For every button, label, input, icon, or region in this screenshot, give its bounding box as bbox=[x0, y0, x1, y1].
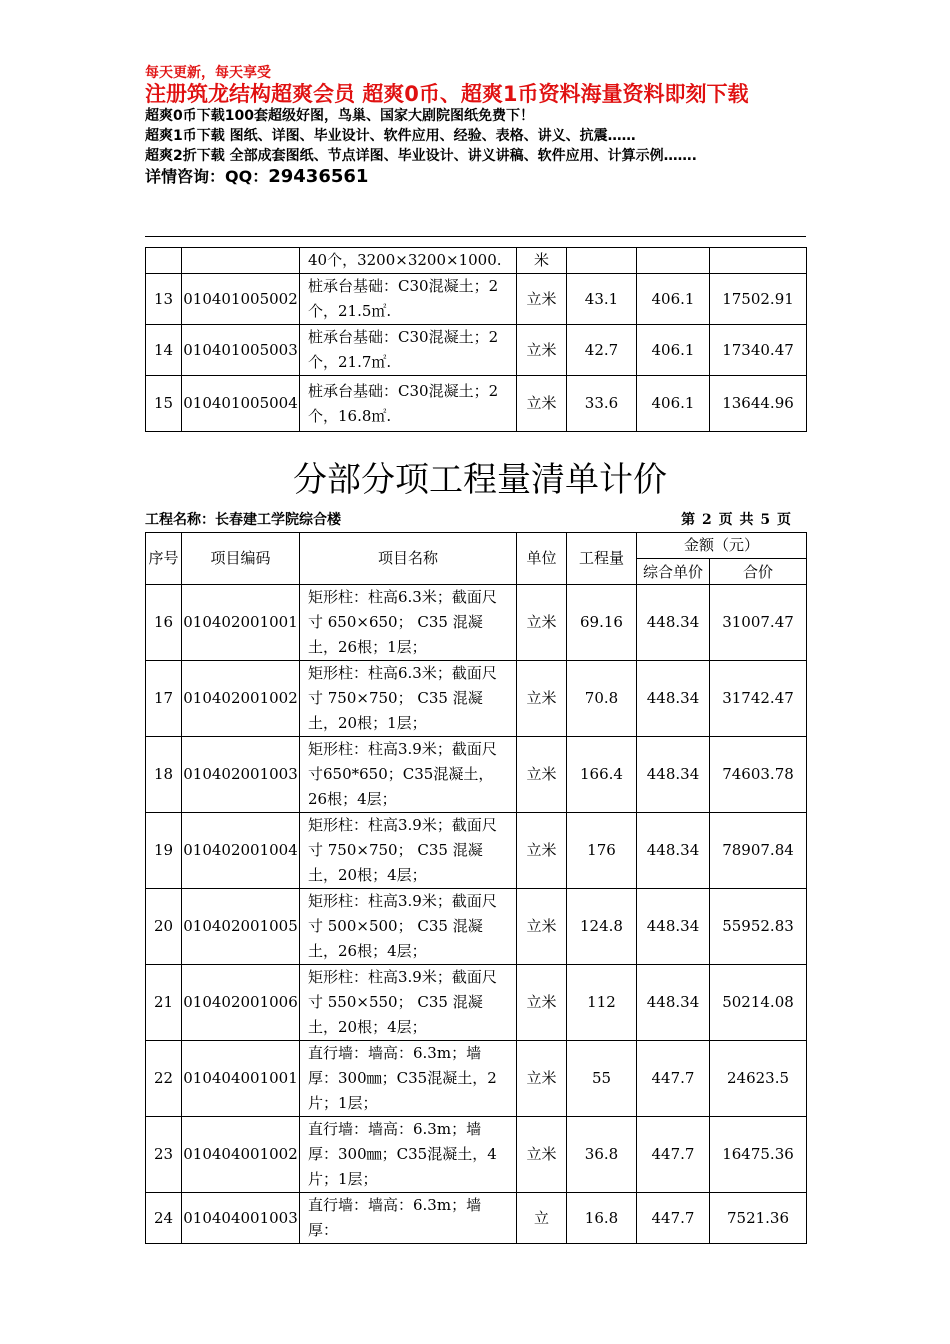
cell-qty: 42.7 bbox=[567, 325, 637, 376]
cell-no: 19 bbox=[146, 813, 182, 889]
cell-qty: 69.16 bbox=[567, 585, 637, 661]
contact-qq: 29436561 bbox=[268, 166, 369, 187]
cell-qty: 70.8 bbox=[567, 661, 637, 737]
pricing-table bbox=[145, 532, 807, 1244]
table-row bbox=[146, 1193, 807, 1244]
cell-unit: 立米 bbox=[517, 661, 567, 737]
promo-line-4: 超爽1币下载 图纸、详图、毕业设计、软件应用、经验、表格、讲义、抗震…… bbox=[145, 128, 636, 144]
cell-price: 447.7 bbox=[637, 1193, 710, 1244]
cell-price bbox=[637, 248, 710, 274]
cell-no: 17 bbox=[146, 661, 182, 737]
table-row bbox=[146, 376, 807, 432]
cell-total: 24623.5 bbox=[710, 1041, 807, 1117]
cell-price: 406.1 bbox=[637, 325, 710, 376]
cell-name: 矩形柱：柱高3.9米；截面尺寸650*650；C35混凝土，26根；4层； bbox=[300, 737, 517, 813]
cell-unit: 立米 bbox=[517, 813, 567, 889]
cell-no: 16 bbox=[146, 585, 182, 661]
cell-name: 直行墙：墙高：6.3m；墙厚： bbox=[300, 1193, 517, 1244]
table-row bbox=[146, 813, 807, 889]
cell-total: 31007.47 bbox=[710, 585, 807, 661]
cell-total: 16475.36 bbox=[710, 1117, 807, 1193]
cell-code: 010402001006 bbox=[182, 965, 300, 1041]
table-row bbox=[146, 274, 807, 325]
table-row bbox=[146, 1041, 807, 1117]
cell-code: 010404001003 bbox=[182, 1193, 300, 1244]
cell-total: 17502.91 bbox=[710, 274, 807, 325]
header-name: 项目名称 bbox=[300, 533, 517, 585]
cell-code: 010404001001 bbox=[182, 1041, 300, 1117]
cell-price: 448.34 bbox=[637, 585, 710, 661]
cell-qty bbox=[567, 248, 637, 274]
cell-unit: 立米 bbox=[517, 965, 567, 1041]
cell-no: 23 bbox=[146, 1117, 182, 1193]
cell-name: 矩形柱：柱高6.3米；截面尺寸 750×750； C35 混凝土，20根；1层； bbox=[300, 661, 517, 737]
cell-total: 50214.08 bbox=[710, 965, 807, 1041]
cell-price: 406.1 bbox=[637, 376, 710, 432]
promo-line-2: 注册筑龙结构超爽会员 超爽0币、超爽1币资料海量资料即刻下载 bbox=[145, 82, 749, 106]
header-code: 项目编码 bbox=[182, 533, 300, 585]
table-row bbox=[146, 585, 807, 661]
header-no: 序号 bbox=[146, 533, 182, 585]
cell-unit: 立米 bbox=[517, 585, 567, 661]
table-row bbox=[146, 325, 807, 376]
cell-no: 13 bbox=[146, 274, 182, 325]
cell-unit: 立米 bbox=[517, 376, 567, 432]
cell-total: 17340.47 bbox=[710, 325, 807, 376]
cell-price: 448.34 bbox=[637, 661, 710, 737]
cell-code bbox=[182, 248, 300, 274]
table-row bbox=[146, 889, 807, 965]
cell-total bbox=[710, 248, 807, 274]
cell-no: 24 bbox=[146, 1193, 182, 1244]
cell-unit: 立米 bbox=[517, 325, 567, 376]
cell-name: 40个，3200×3200×1000. bbox=[300, 248, 517, 274]
cell-name: 矩形柱：柱高3.9米；截面尺寸 550×550； C35 混凝土，20根；4层； bbox=[300, 965, 517, 1041]
cell-no: 14 bbox=[146, 325, 182, 376]
cell-unit: 立米 bbox=[517, 1041, 567, 1117]
cell-unit: 米 bbox=[517, 248, 567, 274]
cell-qty: 43.1 bbox=[567, 274, 637, 325]
promo-contact bbox=[145, 166, 815, 188]
cell-qty: 33.6 bbox=[567, 376, 637, 432]
cell-total: 7521.36 bbox=[710, 1193, 807, 1244]
header-unit: 单位 bbox=[517, 533, 567, 585]
cell-price: 447.7 bbox=[637, 1041, 710, 1117]
header-qty: 工程量 bbox=[567, 533, 637, 585]
cell-qty: 176 bbox=[567, 813, 637, 889]
cell-no bbox=[146, 248, 182, 274]
promo-line-3: 超爽0币下载100套超级好图，鸟巢、国家大剧院图纸免费下！ bbox=[145, 108, 534, 124]
cell-qty: 112 bbox=[567, 965, 637, 1041]
cell-total: 74603.78 bbox=[710, 737, 807, 813]
cell-name: 桩承台基础：C30混凝土；2个，21.5㎡. bbox=[300, 274, 517, 325]
table-continued bbox=[145, 247, 807, 432]
cell-price: 448.34 bbox=[637, 737, 710, 813]
cell-total: 31742.47 bbox=[710, 661, 807, 737]
cell-code: 010402001001 bbox=[182, 585, 300, 661]
cell-qty: 124.8 bbox=[567, 889, 637, 965]
cell-no: 20 bbox=[146, 889, 182, 965]
cell-code: 010402001003 bbox=[182, 737, 300, 813]
cell-code: 010402001005 bbox=[182, 889, 300, 965]
cell-price: 406.1 bbox=[637, 274, 710, 325]
promo-banner bbox=[145, 64, 815, 188]
cell-code: 010402001004 bbox=[182, 813, 300, 889]
contact-label: 详情咨询：QQ： bbox=[145, 167, 269, 186]
cell-no: 21 bbox=[146, 965, 182, 1041]
header-price: 综合单价 bbox=[637, 559, 710, 585]
table-row bbox=[146, 1117, 807, 1193]
cell-total: 13644.96 bbox=[710, 376, 807, 432]
cell-price: 448.34 bbox=[637, 813, 710, 889]
cell-price: 448.34 bbox=[637, 889, 710, 965]
cell-name: 直行墙：墙高：6.3m；墙厚：300㎜；C35混凝土，2片；1层； bbox=[300, 1041, 517, 1117]
cell-name: 矩形柱：柱高6.3米；截面尺寸 650×650； C35 混凝土，26根；1层； bbox=[300, 585, 517, 661]
cell-code: 010402001002 bbox=[182, 661, 300, 737]
cell-code: 010401005002 bbox=[182, 274, 300, 325]
cell-no: 18 bbox=[146, 737, 182, 813]
header-rule bbox=[145, 236, 806, 237]
cell-unit: 立米 bbox=[517, 274, 567, 325]
cell-no: 15 bbox=[146, 376, 182, 432]
promo-line-5: 超爽2折下载 全部成套图纸、节点详图、毕业设计、讲义讲稿、软件应用、计算示例……. bbox=[145, 148, 697, 164]
page-number: 第 2 页 共 5 页 bbox=[681, 512, 792, 528]
cell-unit: 立 bbox=[517, 1193, 567, 1244]
header-row bbox=[146, 533, 807, 559]
cell-total: 55952.83 bbox=[710, 889, 807, 965]
header-total: 合价 bbox=[710, 559, 807, 585]
promo-line-1: 每天更新，每天享受 bbox=[145, 65, 271, 81]
cell-code: 010401005003 bbox=[182, 325, 300, 376]
cell-name: 桩承台基础：C30混凝土；2个，21.7㎡. bbox=[300, 325, 517, 376]
header-amount: 金额（元） bbox=[637, 533, 807, 559]
cell-total: 78907.84 bbox=[710, 813, 807, 889]
cell-name: 矩形柱：柱高3.9米；截面尺寸 750×750； C35 混凝土，20根；4层； bbox=[300, 813, 517, 889]
table-row bbox=[146, 661, 807, 737]
cell-code: 010401005004 bbox=[182, 376, 300, 432]
cell-unit: 立米 bbox=[517, 1117, 567, 1193]
cell-unit: 立米 bbox=[517, 737, 567, 813]
table-row bbox=[146, 737, 807, 813]
cell-no: 22 bbox=[146, 1041, 182, 1117]
table-row bbox=[146, 248, 807, 274]
cell-unit: 立米 bbox=[517, 889, 567, 965]
project-name: 工程名称：长春建工学院综合楼 bbox=[145, 512, 341, 528]
page-title: 分部分项工程量清单计价 bbox=[293, 460, 667, 500]
cell-qty: 36.8 bbox=[567, 1117, 637, 1193]
cell-name: 直行墙：墙高：6.3m；墙厚：300㎜；C35混凝土，4片；1层； bbox=[300, 1117, 517, 1193]
cell-name: 桩承台基础：C30混凝土；2个，16.8㎡. bbox=[300, 376, 517, 432]
cell-name: 矩形柱：柱高3.9米；截面尺寸 500×500； C35 混凝土，26根；4层； bbox=[300, 889, 517, 965]
cell-qty: 16.8 bbox=[567, 1193, 637, 1244]
project-line bbox=[145, 510, 806, 530]
cell-qty: 166.4 bbox=[567, 737, 637, 813]
cell-qty: 55 bbox=[567, 1041, 637, 1117]
table-row bbox=[146, 965, 807, 1041]
cell-code: 010404001002 bbox=[182, 1117, 300, 1193]
cell-price: 447.7 bbox=[637, 1117, 710, 1193]
cell-price: 448.34 bbox=[637, 965, 710, 1041]
